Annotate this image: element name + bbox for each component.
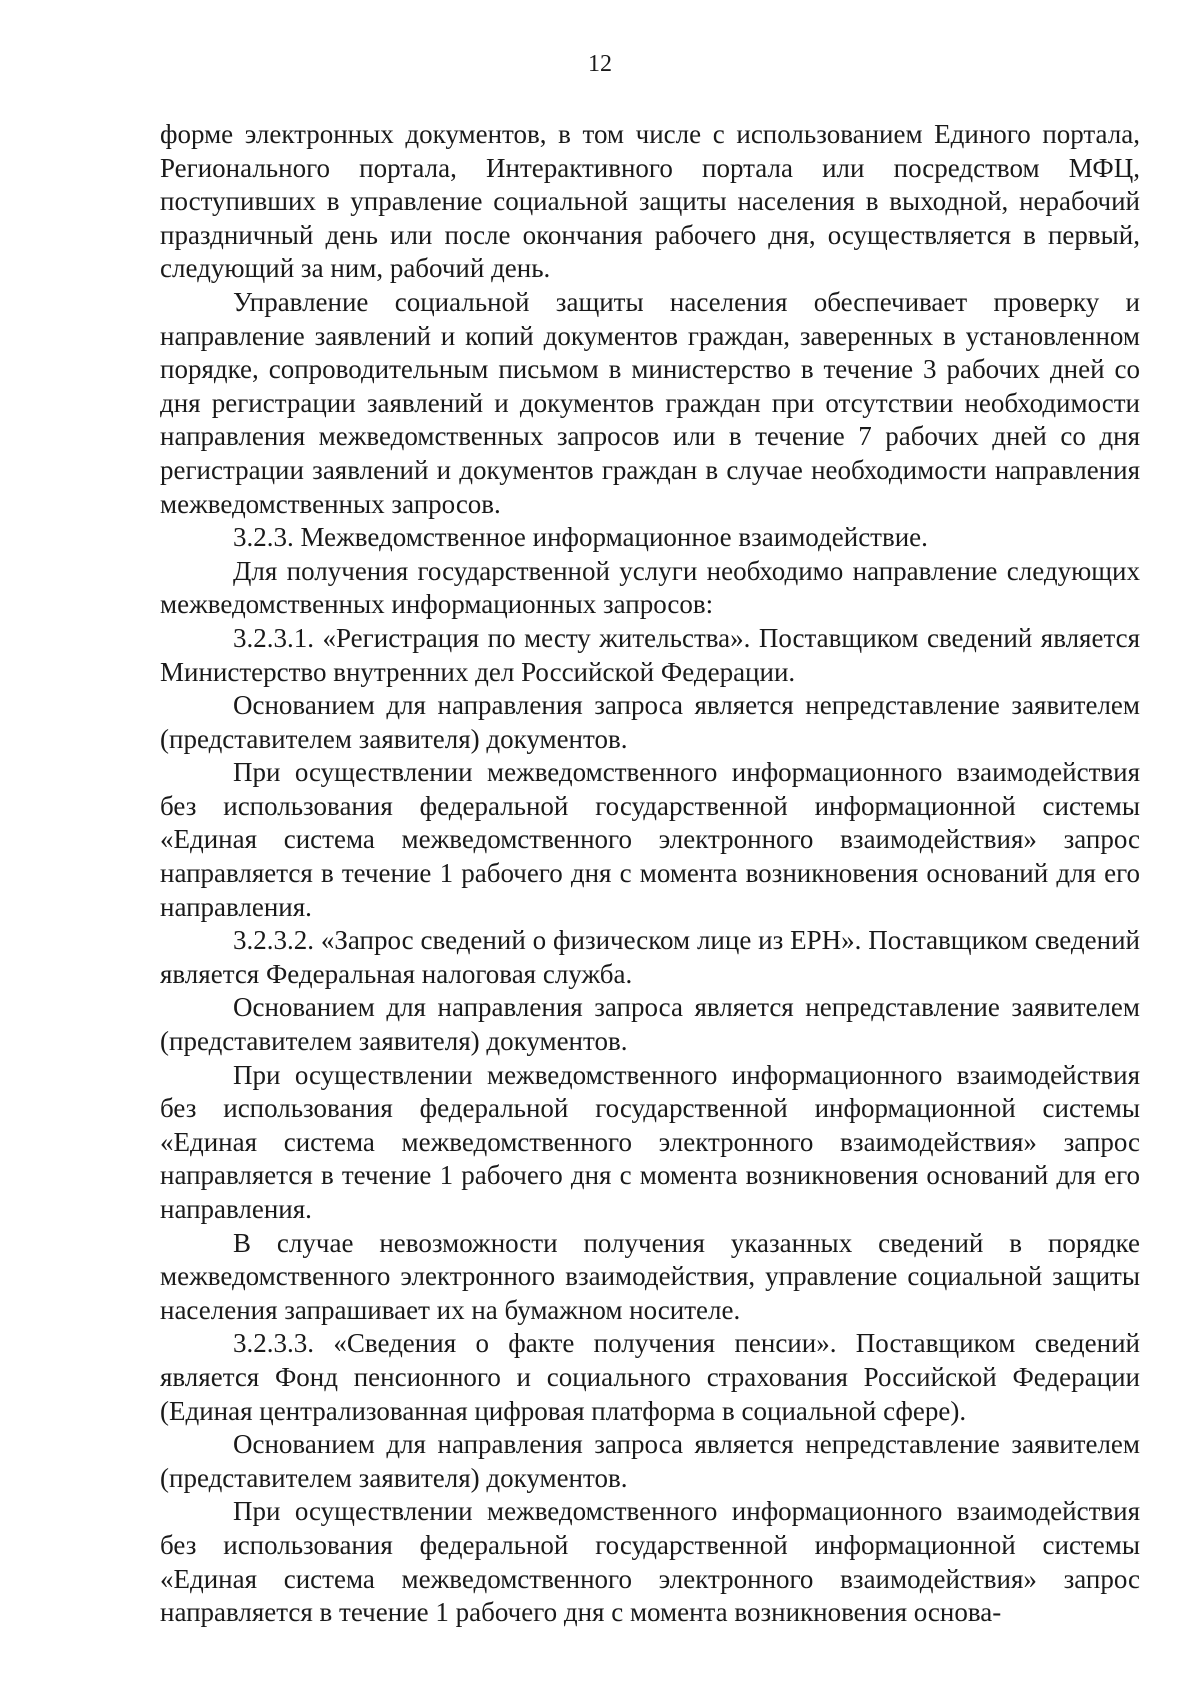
paragraph-request-basis-2: Основанием для направления запроса является непредставление заявителем (представителем заявителя) документов. [160,992,1140,1057]
paragraph-request-timing-1: При осуществлении межведомственного информационного взаимодействия без использования федеральной государственной информационной системы «Единая система межведомственного электронного взаимодействия» запрос направляется в течение 1 рабочего дня с момента возникновения оснований для его направления. [160,757,1140,922]
paragraph-request-timing-2: При осуществлении межведомственного информационного взаимодействия без использования федеральной государственной информационной системы «Единая система межведомственного электронного взаимодействия» запрос направляется в течение 1 рабочего дня с момента возникновения оснований для его направления. [160,1059,1140,1224]
paragraph-request-basis-1: Основанием для направления запроса является непредставление заявителем (представителем заявителя) документов. [160,690,1140,754]
page-number: 12 [588,51,612,77]
paragraph-review-and-forwarding: Управление социальной защиты населения обеспечивает проверку и направление заявлений и копий документов граждан, заверенных в установленном порядке, сопроводительным письмом в министерство в течение 3 рабочих дней со дня регистрации заявлений и документов граждан при отсутствии необходимости направления межведомственных запросов или в течение 7 рабочих дней со дня регистрации заявлений и документов граждан в случае необходимости направления межведомственных запросов. [160,286,1140,519]
paragraph-required-requests: Для получения государственной услуги необходимо направление следующих межведомственных информационных запросов: [160,555,1140,620]
paragraph-request-timing-3: При осуществлении межведомственного информационного взаимодействия без использования федеральной государственной информационной системы «Единая система межведомственного электронного взаимодействия» запрос направляется в течение 1 рабочего дня с момента возникновения основа- [160,1496,1140,1628]
item-3-2-3-3: 3.2.3.3. «Сведения о факте получения пенсии». Поставщиком сведений является Фонд пенсионного и социального страхования Российской Федерации (Единая централизованная цифровая платформа в социальной сфере). [160,1328,1140,1426]
paragraph-paper-request: В случае невозможности получения указанных сведений в порядке межведомственного электронного взаимодействия, управление социальной защиты населения запрашивает их на бумажном носителе. [160,1227,1140,1325]
item-3-2-3-1: 3.2.3.1. «Регистрация по месту жительства». Поставщиком сведений является Министерство внутренних дел Российской Федерации. [160,622,1140,687]
paragraph-continuation: форме электронных документов, в том числе с использованием Единого портала, Регионального портала, Интерактивного портала или посредством МФЦ, поступивших в управление социальной защиты населения в выходной, нерабочий праздничный день или после окончания рабочего дня, осуществляется в первый, следующий за ним, рабочий день. [160,119,1140,284]
item-3-2-3-2: 3.2.3.2. «Запрос сведений о физическом лице из ЕРН». Поставщиком сведений является Федеральная налоговая служба. [160,925,1140,989]
paragraph-request-basis-3: Основанием для направления запроса является непредставление заявителем (представителем заявителя) документов. [160,1429,1140,1493]
document-body [160,118,1140,1630]
section-heading-3-2-3: 3.2.3. Межведомственное информационное взаимодействие. [233,522,928,553]
